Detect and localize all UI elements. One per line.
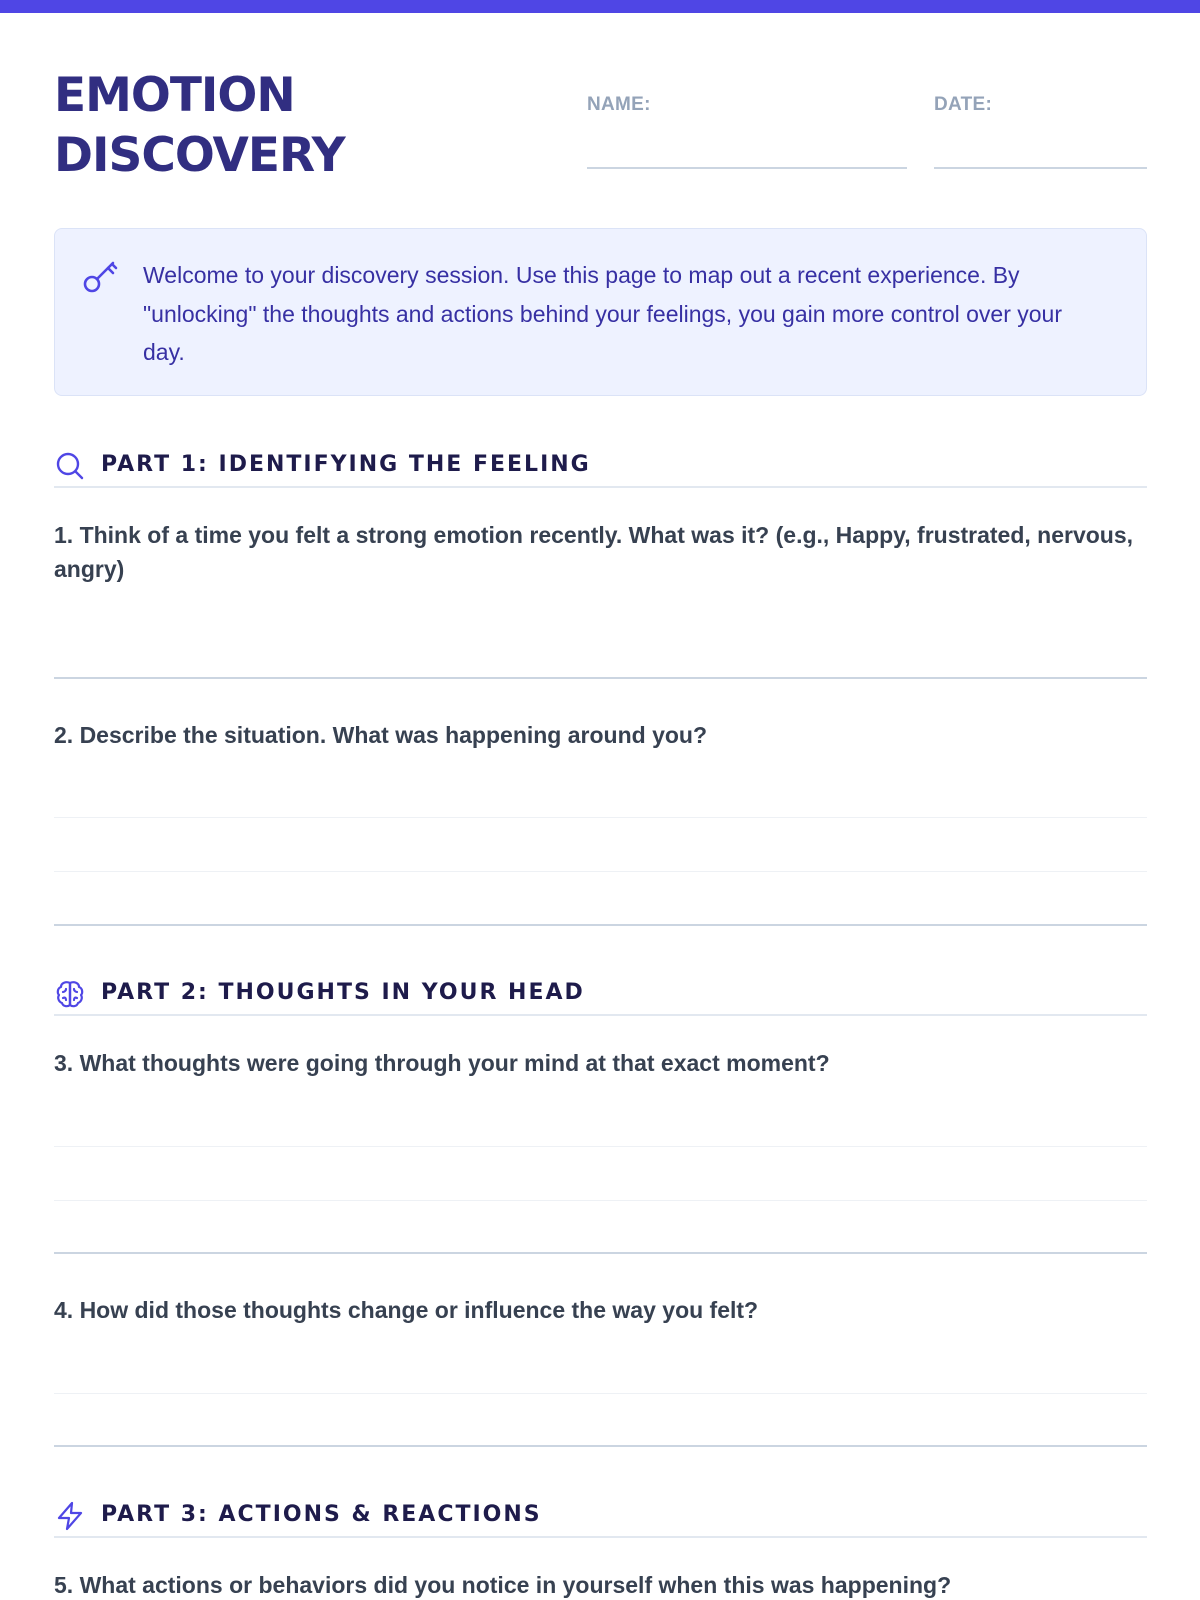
question-2: 2. Describe the situation. What was happening around you? [54, 722, 708, 748]
answer-line[interactable] [54, 924, 1147, 926]
answer-line[interactable] [54, 871, 1147, 872]
answer-line[interactable] [54, 817, 1147, 818]
section-part-3 [54, 1498, 1147, 1538]
answer-line[interactable] [54, 1252, 1147, 1254]
worksheet-page [54, 0, 1147, 1600]
search-icon [54, 450, 86, 482]
question-3: 3. What thoughts were going through your mind at that exact moment? [54, 1050, 830, 1076]
question-5: 5. What actions or behaviors did you notice in yourself when this was happening? [54, 1572, 952, 1598]
intro-text: Welcome to your discovery session. Use this page to map out a recent experience. By "unlocking" the thoughts and actions behind your feelings, you gain more control over your day. [143, 262, 1063, 365]
page-title [54, 66, 345, 186]
answer-line[interactable] [54, 1445, 1147, 1447]
title-line-2: DISCOVERY [54, 128, 345, 183]
brain-icon [54, 978, 86, 1010]
answer-line[interactable] [54, 1146, 1147, 1147]
date-label: DATE: [934, 94, 993, 115]
name-write-line[interactable] [587, 167, 907, 169]
date-field[interactable] [934, 94, 1147, 116]
lightning-icon [54, 1500, 86, 1532]
date-write-line[interactable] [934, 167, 1147, 169]
name-field[interactable] [587, 94, 907, 116]
title-line-1: EMOTION [54, 68, 295, 123]
answer-line[interactable] [54, 677, 1147, 679]
section-part-2 [54, 976, 1147, 1016]
section-part-1 [54, 448, 1147, 488]
question-4: 4. How did those thoughts change or influence the way you felt? [54, 1297, 759, 1323]
answer-line[interactable] [54, 1200, 1147, 1201]
section-title: PART 2: THOUGHTS IN YOUR HEAD [101, 980, 585, 1005]
question-1: 1. Think of a time you felt a strong emotion recently. What was it? (e.g., Happy, frustrated, nervous, angry) [54, 522, 1134, 582]
answer-line[interactable] [54, 1393, 1147, 1394]
name-label: NAME: [587, 94, 651, 115]
section-title: PART 1: IDENTIFYING THE FEELING [101, 452, 591, 477]
key-icon [81, 257, 121, 297]
intro-callout [54, 228, 1147, 396]
section-title: PART 3: ACTIONS & REACTIONS [101, 1502, 542, 1527]
